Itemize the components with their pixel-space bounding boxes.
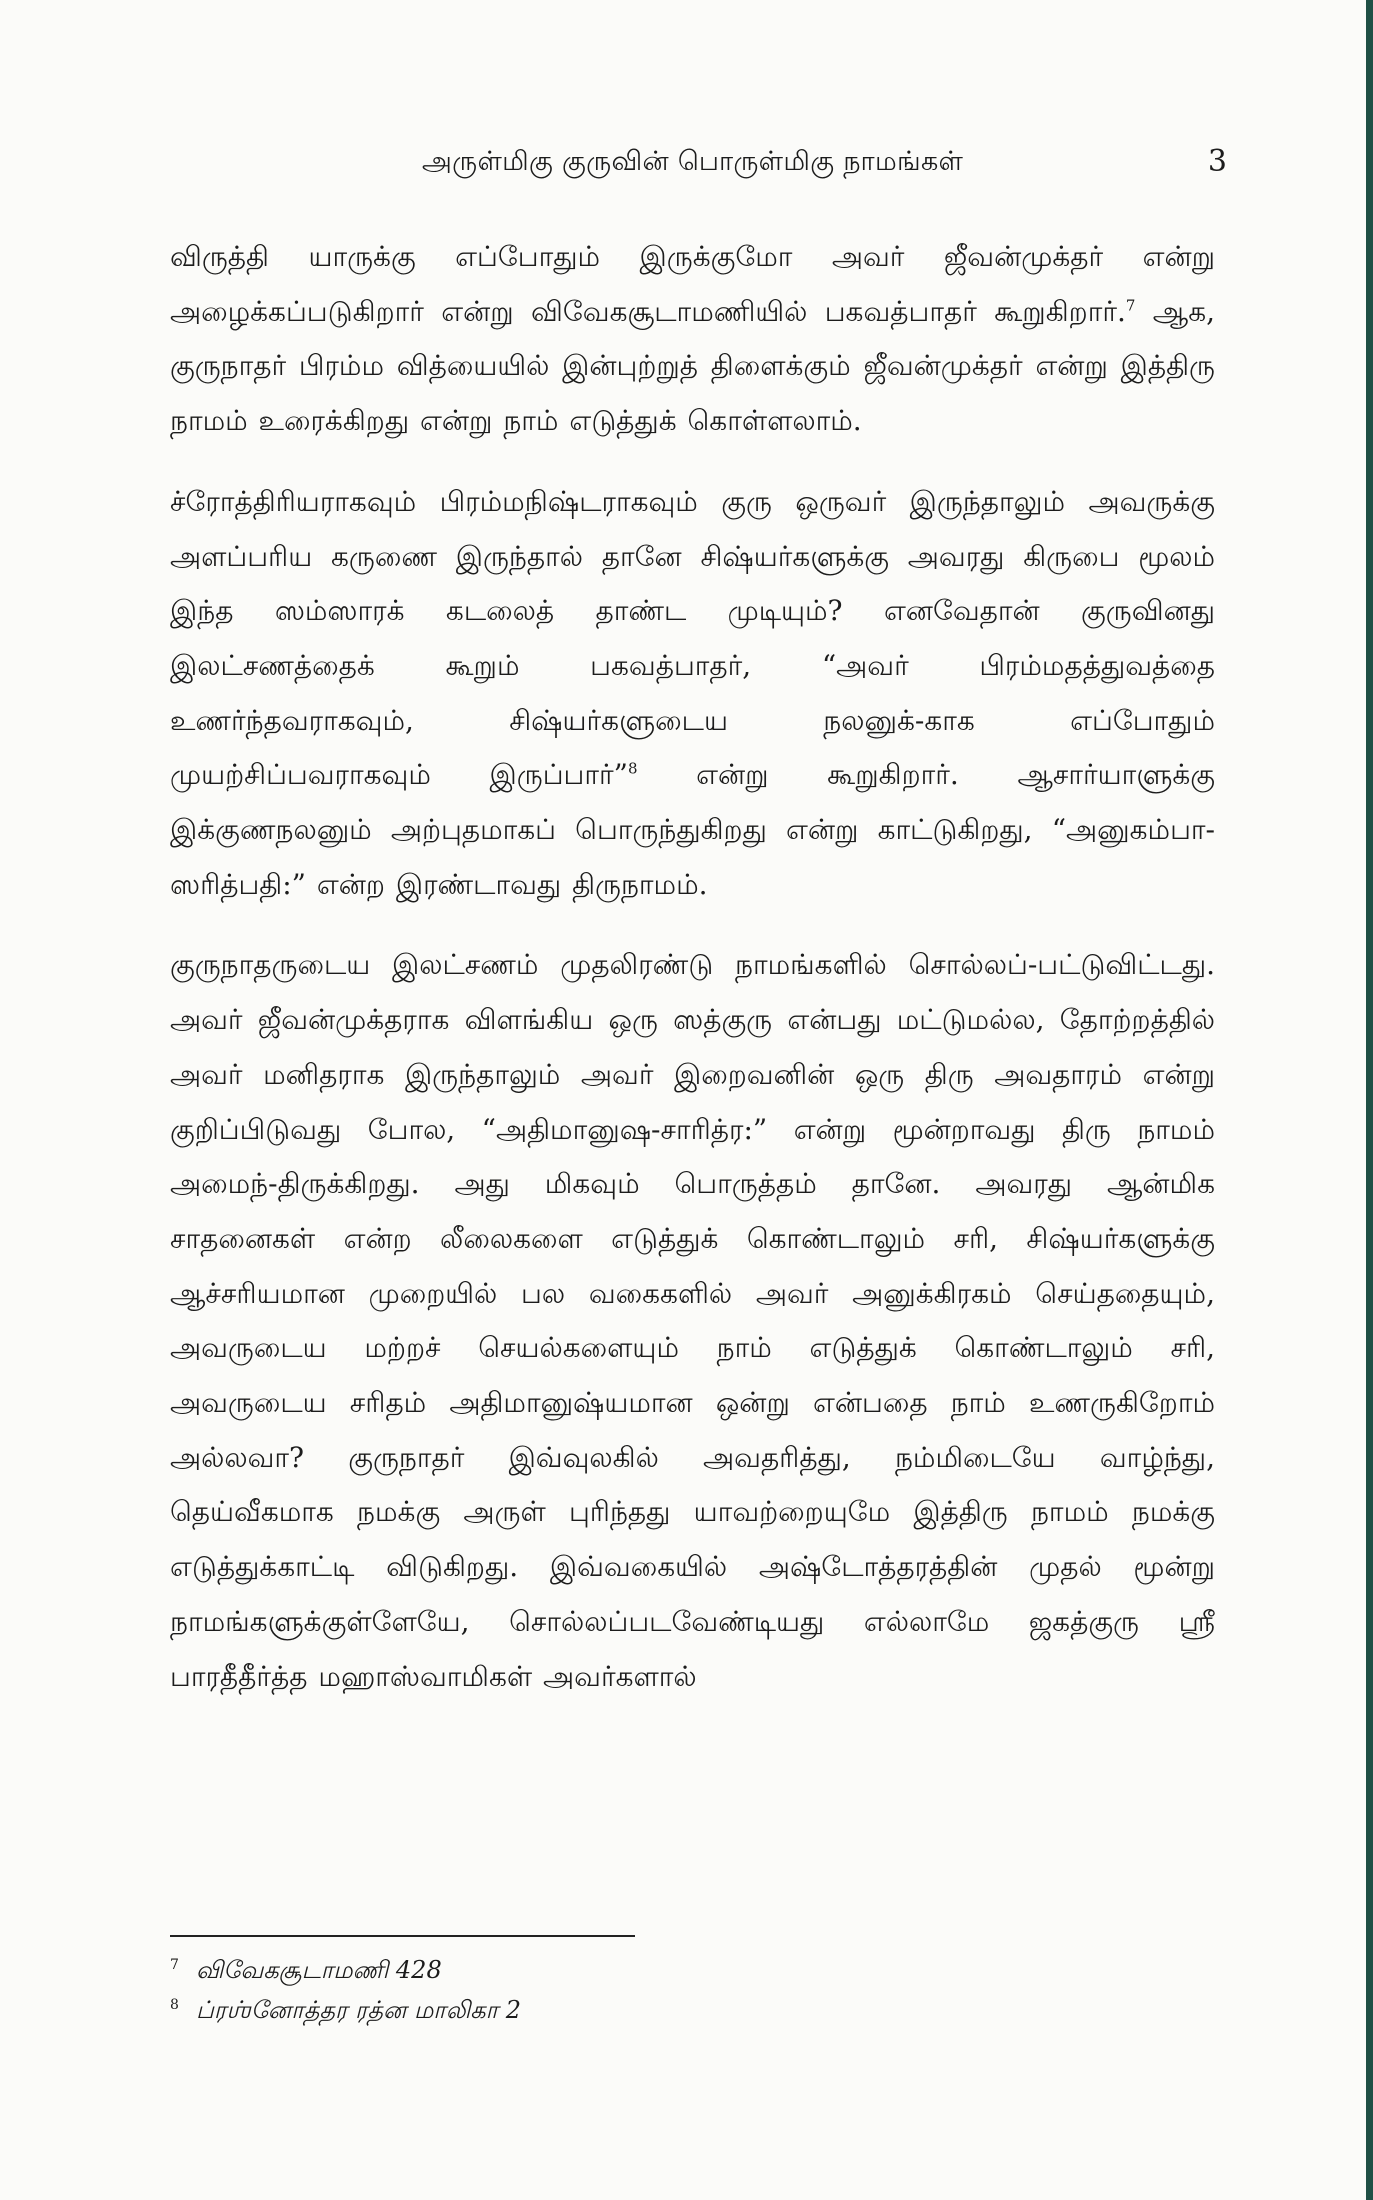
- footnote-item: 7 விவேகசூடாமணி 428: [170, 1956, 442, 1984]
- paragraph-text: குருநாதருடைய இலட்சணம் முதலிரண்டு நாமங்களில் சொல்லப்-பட்டுவிட்டது. அவர் ஜீவன்முக்தராக விளங்கிய ஒரு ஸத்குரு என்பது மட்டுமல்ல, தோற்றத்தில் அவர் மனிதராக இருந்தாலும் அவர் இறைவனின் ஒரு திரு அவதாரம் என்று குறிப்பிடுவது போல, “அதிமானுஷ-சாரித்ர:” என்று மூன்றாவது திரு நாமம் அமைந்-திருக்கிறது. அது மிகவும் பொருத்தம் தானே. அவரது ஆன்மிக சாதனைகள் என்ற லீலைகளை எடுத்துக் கொண்டாலும் சரி, சிஷ்யர்களுக்கு ஆச்சரியமான முறையில் பல வகைகளில் அவர் அனுக்கிரகம் செய்ததையும், அவருடைய மற்றச் செயல்களையும் நாம் எடுத்துக் கொண்டாலும் சரி, அவருடைய சரிதம் அதிமானுஷ்யமான ஒன்று என்பதை நாம் உணருகிறோம் அல்லவா? குருநாதர் இவ்வுலகில் அவதரித்து, நம்மிடையே வாழ்ந்து, தெய்வீகமாக நமக்கு அருள் புரிந்தது யாவற்றையுமே இத்திரு நாமம் நமக்கு எடுத்துக்காட்டி விடுகிறது. இவ்வகையில் அஷ்டோத்தரத்தின் முதல் மூன்று நாமங்களுக்குள்ளேயே, சொல்லப்படவேண்டியது எல்லாமே ஜகத்குரு ஸ்ரீ பாரதீதீர்த்த மஹாஸ்வாமிகள் அவர்களால்: [170, 948, 1215, 1693]
- footnote-ref[interactable]: 8: [627, 760, 638, 778]
- footnotes: [170, 1950, 1215, 2030]
- footnote-ref[interactable]: 7: [1125, 296, 1136, 315]
- page-number: 3: [1207, 144, 1227, 179]
- footnote-text: விவேகசூடாமணி 428: [196, 1956, 442, 1984]
- paragraph-2: [170, 475, 1215, 913]
- paragraph-1: [170, 230, 1215, 449]
- paragraph-text: என்று கூறுகிறார். ஆசார்யாளுக்கு இக்குணநலனும் அற்புதமாகப் பொருந்துகிறது என்று காட்டுகிறது, “அனுகம்பா-ஸரித்பதி:” என்ற இரண்டாவது திருநாமம்.: [170, 758, 1216, 901]
- book-spine-edge: [1366, 0, 1373, 2200]
- running-title: அருள்மிகு குருவின் பொருள்மிகு நாமங்கள்: [421, 146, 964, 177]
- footnote-text: ப்ரஶ்னோத்தர ரத்ன மாலிகா 2: [196, 1996, 522, 2024]
- paragraph-text: ச்ரோத்திரியராகவும் பிரம்மநிஷ்டராகவும் குரு ஒருவர் இருந்தாலும் அவருக்கு அளப்பரிய கருணை இருந்தால் தானே சிஷ்யர்களுக்கு அவரது கிருபை மூலம் இந்த ஸம்ஸாரக் கடலைத் தாண்ட முடியும்? எனவேதான் குருவினது இலட்சணத்தைக் கூறும் பகவத்பாதர், “அவர் பிரம்மதத்துவத்தை உணர்ந்தவராகவும், சிஷ்யர்களுடைய நலனுக்-காக எப்போதும் முயற்சிப்பவராகவும் இருப்பார்”: [170, 484, 1215, 792]
- footnote-item: 8 ப்ரஶ்னோத்தர ரத்ன மாலிகா 2: [170, 1996, 522, 2024]
- book-page: [170, 0, 1227, 2200]
- body-text: [170, 230, 1215, 1730]
- running-header: [170, 140, 1227, 184]
- footnote-divider: [170, 1935, 635, 1937]
- paragraph-3: [170, 938, 1215, 1704]
- paragraph-text: ஆக, குருநாதர் பிரம்ம வித்யையில் இன்புற்றுத் திளைக்கும் ஜீவன்முக்தர் என்று இத்திரு நாமம் உரைக்கிறது என்று நாம் எடுத்துக் கொள்ளலாம்.: [170, 294, 1215, 438]
- paragraph-text: விருத்தி யாருக்கு எப்போதும் இருக்குமோ அவர் ஜீவன்முக்தர் என்று அழைக்கப்படுகிறார் என்று விவேகசூடாமணியில் பகவத்பாதர் கூறுகிறார்.: [170, 240, 1215, 328]
